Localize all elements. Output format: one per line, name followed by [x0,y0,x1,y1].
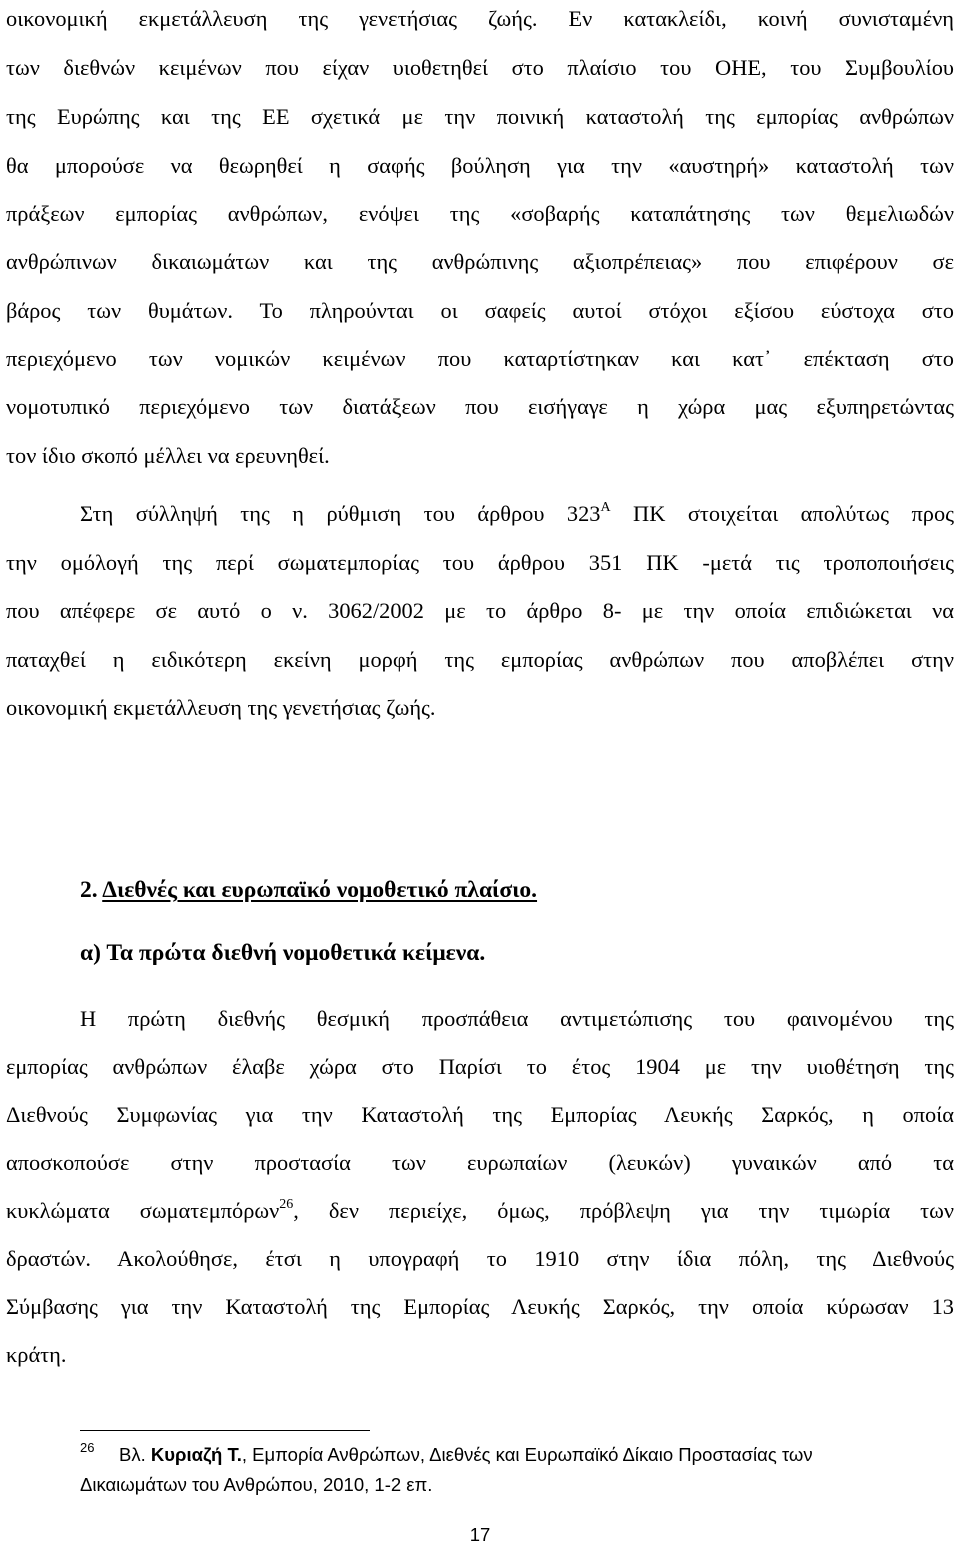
text-line: οικονομική εκμετάλλευση της γενετήσιας ζωής. [6,695,436,720]
text-fragment: ΠΚ στοιχείται απολύτως προς [610,501,955,526]
text-line: κράτη. [6,1342,67,1367]
text-line: Σύμβασης για την Καταστολή της Εμπορίας Λευκής Σαρκός, την οποία κύρωσαν 13 [6,1294,954,1319]
footnote-author: Κυριαζή Τ. [150,1444,242,1465]
footnote-separator [80,1430,370,1431]
footnote-rest: , Εμπορία Ανθρώπων, Διεθνές και Ευρωπαϊκό Δίκαιο Προστασίας των [241,1444,813,1465]
text-line: Διεθνούς Συμφωνίας για την Καταστολή της Εμπορίας Λευκής Σαρκός, η οποία [6,1102,954,1127]
footnote-text-line: Δικαιωμάτων του Ανθρώπου, 2010, 1-2 επ. [80,1474,433,1495]
text-line: που απέφερε σε αυτό ο ν. 3062/2002 με το άρθρο 8- με την οποία επιδιώκεται να [6,598,954,623]
text-line: τον ίδιο σκοπό μέλλει να ερευνηθεί. [6,443,330,468]
section-title: Διεθνές και ευρωπαϊκό νομοθετικό πλαίσιο. [102,877,538,903]
section-number: 2. [80,877,103,903]
text-line: των διεθνών κειμένων που είχαν υιοθετηθεί στο πλαίσιο του ΟΗΕ, του Συμβουλίου [6,55,954,80]
footnote-prefix: Βλ. [119,1444,151,1465]
text-line: αποσκοπούσε στην προστασία των ευρωπαίων (λευκών) γυναικών από τα [6,1150,954,1175]
text-line: περιεχόμενο των νομικών κειμένων που καταρτίστηκαν και κατ᾽ επέκταση στο [6,346,954,371]
text-line: πράξεων εμπορίας ανθρώπων, ενόψει της «σοβαρής καταπάτησης των θεμελιωδών [6,201,954,226]
text-fragment: Στη σύλληψή της η ρύθμιση του άρθρου 323 [80,501,601,526]
paragraph-paris-footnote-line [6,1198,954,1224]
text-line: οικονομική εκμετάλλευση της γενετήσιας ζωής. Εν κατακλείδι, κοινή συνισταμένη [6,6,954,31]
footnote-number: 26 [80,1440,95,1455]
text-line: θα μπορούσε να θεωρηθεί η σαφής βούληση για την «αυστηρή» καταστολή των [6,153,954,178]
section-heading [80,876,537,904]
text-line: την ομόλογή της περί σωματεμπορίας του άρθρου 351 ΠΚ -μετά τις τροποποιήσεις [6,550,954,575]
footnote-text-line [119,1443,813,1467]
page-number: 17 [469,1524,491,1545]
text-line: νομοτυπικό περιεχόμενο των διατάξεων που εισήγαγε η χώρα μας εξυπηρετώντας [6,394,954,419]
text-line: Η πρώτη διεθνής θεσμική προσπάθεια αντιμετώπισης του φαινομένου της [80,1006,954,1031]
text-line: ανθρώπινων δικαιωμάτων και της ανθρώπινης αξιοπρέπειας» που επιφέρουν σε [6,249,954,274]
text-line: βάρος των θυμάτων. Το πληρούνται οι σαφείς αυτοί στόχοι εξίσου εύστοχα στο [6,298,954,323]
text-line: εμπορίας ανθρώπων έλαβε χώρα στο Παρίσι το έτος 1904 με την υιοθέτηση της [6,1054,954,1079]
footnote-reference[interactable]: 26 [279,1196,294,1212]
superscript-letter: Α [600,499,611,515]
subsection-heading: α) Τα πρώτα διεθνή νομοθετικά κείμενα. [80,940,486,966]
text-line: δραστών. Ακολούθησε, έτσι η υπογραφή το 1910 στην ίδια πόλη, της Διεθνούς [6,1246,954,1271]
text-line: παταχθεί η ειδικότερη εκείνη μορφή της εμπορίας ανθρώπων που αποβλέπει στην [6,647,954,672]
paragraph-323-first-line [80,501,954,527]
text-fragment: κυκλώματα σωματεμπόρων [6,1198,280,1223]
text-line: της Ευρώπης και της ΕΕ σχετικά με την ποινική καταστολή της εμπορίας ανθρώπων [6,104,954,129]
text-fragment: , δεν περιείχε, όμως, πρόβλεψη για την τιμωρία των [293,1198,954,1223]
